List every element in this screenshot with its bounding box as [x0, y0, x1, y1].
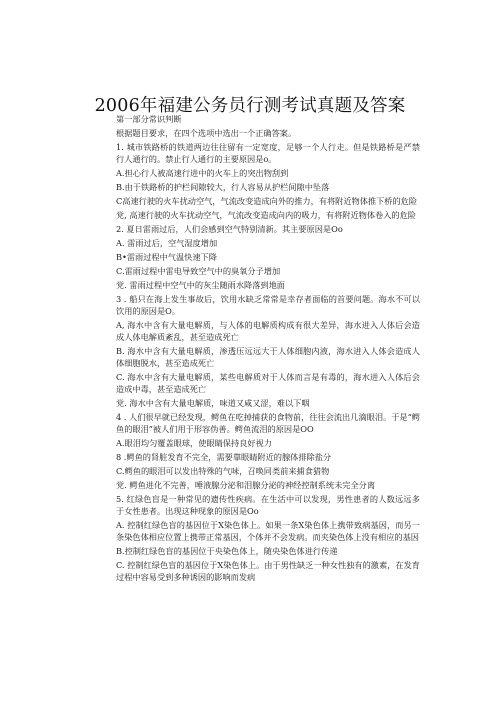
text-line: A. 控制红绿色盲的基因位于X染色体上。如果一条X染色体上携带致病基因，而另一条染色体相应位置上携带正常基因，个体并不会发病。而夹染色体上没有相应的基因 — [116, 520, 420, 542]
text-line: B•雷雨过程中气温快速下降 — [116, 252, 217, 262]
document-title: 2006年福建公务员行测考试真题及答案 — [94, 96, 406, 116]
text-line: C.雷雨过程中雷电导致空气中的臭氧分子增加 — [116, 266, 281, 276]
text-line: 党, 高速行驶的火车扰动空气，气流改变造成向内的吸力，有将附近物体卷入的危险 — [116, 210, 416, 220]
text-line: 2. 夏日雷雨过后，人们会感到空气特别清新。其主要原因是Oo — [116, 224, 343, 234]
question-list — [116, 141, 420, 583]
text-line: C. 控制红绿色盲的基因位于X染色体上。由于男性缺乏一种女性独有的激素，在发育过程中容易受到多种诱因的影响而发病 — [116, 560, 420, 582]
text-line: 党. 鳄鱼进化不完善，唾液腺分泌和泪腺分泌的神经控制系统未完全分离 — [116, 480, 376, 490]
text-line: 3 . 船只在海上发生事故后，饮用水缺乏常常是幸存者面临的首要问题。海水不可以饮用的原因是O。 — [116, 294, 420, 316]
text-line: B.由于铁路桥的护栏间隙较大，行人容易从护栏间隙中坠落 — [116, 182, 330, 192]
section-heading: 第一部分常识判断 — [116, 114, 182, 124]
text-line: 4 . 人们很早就已经发现，鳄鱼在吃掉捕获的食物前，往往会流出几滴眼泪。于是“鳄鱼的眼泪”被人们用于形容伪善。鳄鱼流泪的原因是OO — [116, 412, 420, 434]
text-line: A.眼泪均匀覆盖眼球，使眼睛保持良好视力 — [116, 438, 272, 448]
text-line: 1. 城市铁路桥的铁道两边往往留有一定宽度，足够一个人行走。但是铁路桥是严禁行人通行的。禁止行人通行的主要原因是o。 — [116, 142, 420, 164]
text-line: 5. 红绿色盲是一种常见的遗传性疾病。在生活中可以发现，男性患者的人数远远多于女性患者。出现这种现象的原因是Oo — [116, 494, 420, 516]
text-line: C高速行驶的火车扰动空气，气流改变造成向外的推力，有将附近物体推下桥的危险 — [116, 196, 418, 206]
text-line: A.担心行人被高速行进中的火车上的突出物刮到 — [116, 168, 289, 178]
document-body — [116, 113, 420, 585]
text-line: C. 海水中含有大量电解质，某些电解质对于人体而言是有毒的，海水进入人体后会造成中毒，甚至造成死亡 — [116, 372, 420, 394]
text-line: A, 海水中含有大量电解质，与人体的电解质构成有很大差异，海水进入人体后会造成人体电解质紊乱，甚至造成死亡 — [116, 320, 420, 342]
text-line: B.控制红绿色盲的基因位于央染色体上，随央染色体进行传递 — [116, 546, 338, 556]
text-line: C.鳄鱼的眼泪可以发出特殊的气味，召唤同类前来捕食猎物 — [116, 466, 330, 476]
text-line: B. 海水中含有大量电解质，渗透压远远大于人体细胞内液，海水进入人体会造成人体细胞脱水，甚至造成死亡 — [116, 346, 420, 368]
text-line: 党. 雷雨过程中空气中的灰尘随雨水降落到地面 — [116, 280, 285, 290]
instruction-text: 根据题目要求，在四个选项中选出一个正确答案。 — [116, 128, 297, 138]
text-line: A. 雷雨过后，空气湿度增加 — [116, 238, 218, 248]
text-line: 党. 海水中含有大量电解质，味道又咸又涩，难以下咽 — [116, 398, 310, 408]
text-line: 8 .鳄鱼的肾脏发育不完全，需要靠眼睛附近的腺体排除盐分 — [116, 452, 332, 462]
